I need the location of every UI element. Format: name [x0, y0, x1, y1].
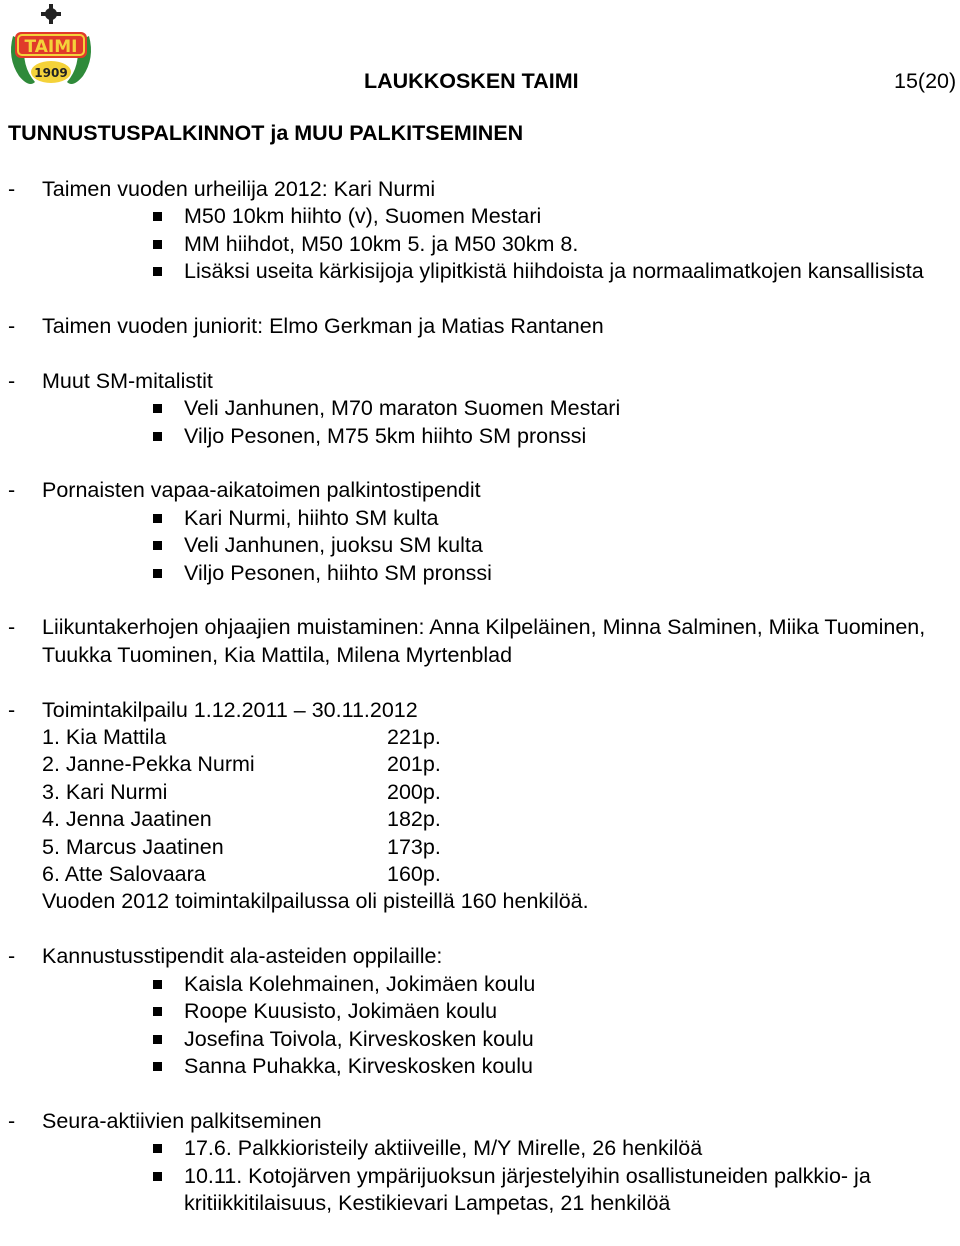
section-line: [8, 1108, 958, 1135]
bullet-text: 17.6. Palkkioristeily aktiiveille, M/Y Mirelle, 26 henkilöä: [184, 1136, 703, 1161]
square-bullet-icon: [153, 1062, 162, 1071]
dash-marker: -: [8, 615, 16, 640]
section-text: Liikuntakerhojen ohjaajien muistaminen: Anna Kilpeläinen, Minna Salminen, Miika Tuominen, Tuukka Tuominen, Kia Mattila, Milena Myrtenblad: [42, 615, 926, 667]
dash-marker: -: [8, 478, 16, 503]
section-text: Taimen vuoden juniorit: Elmo Gerkman ja Matias Rantanen: [42, 314, 604, 339]
square-bullet-icon: [153, 212, 162, 221]
ranking-points: 221p.: [387, 725, 441, 750]
ranking-points: 182p.: [387, 807, 441, 832]
section-competition: [8, 697, 958, 916]
page-number: 15(20): [894, 69, 957, 93]
svg-text:TAIMI: TAIMI: [24, 37, 78, 57]
bullet-text: Kaisla Kolehmainen, Jokimäen koulu: [184, 971, 536, 996]
bullet-text: Viljo Pesonen, hiihto SM pronssi: [184, 560, 492, 585]
ranking-points: 201p.: [387, 752, 441, 777]
section-line: [8, 477, 958, 504]
bullet-text: Sanna Puhakka, Kirveskosken koulu: [184, 1053, 533, 1078]
square-bullet-icon: [153, 980, 162, 989]
bullet-text: Josefina Toivola, Kirveskosken koulu: [184, 1026, 534, 1051]
bullet-item: [8, 1163, 958, 1218]
square-bullet-icon: [153, 432, 162, 441]
ranking-name: 3. Kari Nurmi: [42, 779, 168, 804]
bullet-item: [8, 505, 958, 532]
ranking-row: [8, 806, 958, 833]
section-athlete: [8, 176, 958, 286]
svg-text:1909: 1909: [34, 66, 68, 80]
section-line: [8, 313, 958, 340]
bullet-text: Veli Janhunen, M70 maraton Suomen Mestari: [184, 396, 621, 421]
club-logo-icon: [5, 2, 97, 94]
section-text: Kannustusstipendit ala-asteiden oppilaille:: [42, 944, 443, 969]
bullet-item: [8, 998, 958, 1025]
square-bullet-icon: [153, 267, 162, 276]
bullet-text: Lisäksi useita kärkisijoja ylipitkistä hiihdoista ja normaalimatkojen kansallisista: [184, 259, 924, 284]
square-bullet-icon: [153, 1007, 162, 1016]
square-bullet-icon: [153, 404, 162, 413]
bullet-item: [8, 1135, 958, 1162]
ranking-points: 173p.: [387, 834, 441, 859]
square-bullet-icon: [153, 1172, 162, 1181]
competition-note: Vuoden 2012 toimintakilpailussa oli pisteillä 160 henkilöä.: [42, 889, 589, 914]
section-text: Toimintakilpailu 1.12.2011 – 30.11.2012: [42, 697, 418, 722]
bullet-text: Roope Kuusisto, Jokimäen koulu: [184, 999, 498, 1024]
bullet-item: [8, 1026, 958, 1053]
bullet-item: [8, 423, 958, 450]
section-text: Seura-aktiivien palkitseminen: [42, 1108, 322, 1133]
bullet-text: 10.11. Kotojärven ympärijuoksun järjestelyihin osallistuneiden palkkio- ja kritiikkitilaisuus, Kestikievari Lampetas, 21 henkilöä: [184, 1163, 871, 1215]
section-line: [8, 614, 958, 669]
ranking-name: 1. Kia Mattila: [42, 725, 167, 750]
bullet-item: [8, 1053, 958, 1080]
ranking-name: 6. Atte Salovaara: [42, 862, 206, 887]
bullet-item: [8, 971, 958, 998]
bullet-item: [8, 203, 958, 230]
bullet-text: Veli Janhunen, juoksu SM kulta: [184, 533, 483, 558]
section-stipends: [8, 477, 958, 587]
ranking-points: 160p.: [387, 862, 441, 887]
section-instructors: [8, 614, 958, 669]
dash-marker: -: [8, 944, 16, 969]
section-line: [8, 368, 958, 395]
dash-marker: -: [8, 697, 16, 722]
bullet-item: [8, 560, 958, 587]
bullet-item: [8, 532, 958, 559]
bullet-item: [8, 395, 958, 422]
bullet-text: Kari Nurmi, hiihto SM kulta: [184, 505, 439, 530]
ranking-name: 4. Jenna Jaatinen: [42, 807, 212, 832]
section-text: Muut SM-mitalistit: [42, 368, 213, 393]
dash-marker: -: [8, 1108, 16, 1133]
ranking-row: [8, 834, 958, 861]
section-text: Pornaisten vapaa-aikatoimen palkintostipendit: [42, 478, 481, 503]
section-actives: [8, 1108, 958, 1218]
ranking-name: 5. Marcus Jaatinen: [42, 834, 224, 859]
section-medalists: [8, 368, 958, 450]
document-body: [8, 176, 958, 1245]
square-bullet-icon: [153, 1144, 162, 1153]
square-bullet-icon: [153, 569, 162, 578]
square-bullet-icon: [153, 240, 162, 249]
organization-name: LAUKKOSKEN TAIMI: [364, 69, 579, 93]
dash-marker: -: [8, 314, 16, 339]
bullet-item: [8, 231, 958, 258]
square-bullet-icon: [153, 541, 162, 550]
section-juniors: [8, 313, 958, 340]
square-bullet-icon: [153, 514, 162, 523]
ranking-row: [8, 751, 958, 778]
section-text: Taimen vuoden urheilija 2012: Kari Nurmi: [42, 177, 436, 201]
club-logo: [5, 2, 97, 94]
ranking-points: 200p.: [387, 779, 441, 804]
ranking-name: 2. Janne-Pekka Nurmi: [42, 752, 255, 777]
section-line: [8, 943, 958, 970]
bullet-text: M50 10km hiihto (v), Suomen Mestari: [184, 204, 542, 229]
section-line: [8, 176, 958, 203]
bullet-text: MM hiihdot, M50 10km 5. ja M50 30km 8.: [184, 231, 579, 256]
page-title: TUNNUSTUSPALKINNOT ja MUU PALKITSEMINEN: [8, 121, 524, 145]
ranking-row: [8, 724, 958, 751]
section-encouragement: [8, 943, 958, 1080]
dash-marker: -: [8, 177, 16, 201]
section-line: [8, 697, 958, 724]
bullet-text: Viljo Pesonen, M75 5km hiihto SM pronssi: [184, 423, 587, 448]
bullet-item: [8, 258, 958, 285]
ranking-row: [8, 779, 958, 806]
dash-marker: -: [8, 368, 16, 393]
square-bullet-icon: [153, 1035, 162, 1044]
ranking-row: [8, 861, 958, 888]
